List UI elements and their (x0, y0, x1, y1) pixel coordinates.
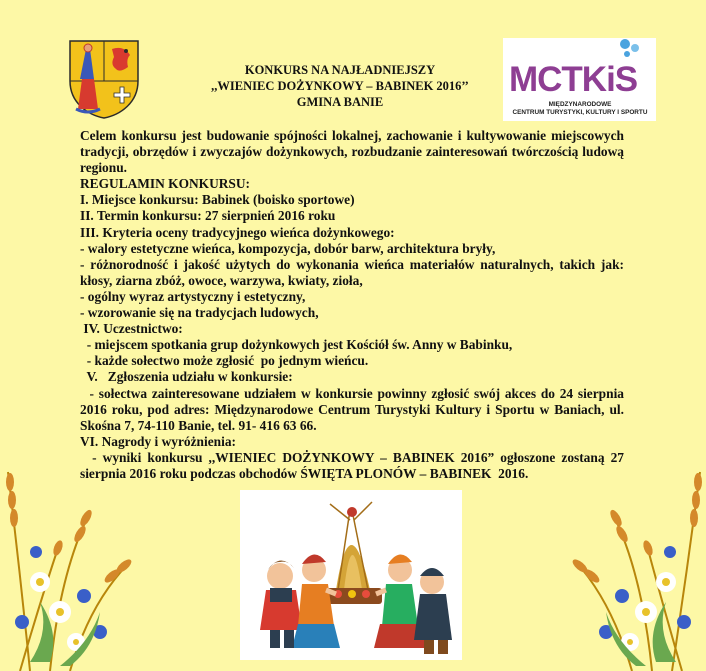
section-2-date: II. Termin konkursu: 27 sierpnień 2016 roku (80, 208, 336, 224)
section-1-location: I. Miejsce konkursu: Babinek (boisko sportowe) (80, 192, 355, 208)
section-6-prizes: VI. Nagrody i wyróżnienia: (80, 433, 236, 449)
coat-of-arms (68, 39, 140, 119)
criteria-item: - różnorodność i jakość użytych do wykonania wieńca materiałów naturalnych, takich jak: kłosy, ziarna zbóż, owoce, warzywa, kwiaty, zioła, (80, 256, 624, 288)
logo-line1: MIĘDZYNARODOWE (548, 101, 612, 108)
section-3-criteria: III. Kryteria oceny tradycyjnego wieńca dożynkowego: (80, 224, 395, 240)
contest-header (180, 62, 500, 110)
criteria-item: - ogólny wyraz artystyczny i estetyczny, (80, 288, 306, 304)
logo-wordmark: MCTKiS (509, 60, 638, 99)
logo-subtitle (507, 101, 653, 117)
header-subtitle: ,,WIENIEC DOŻYNKOWY – BABINEK 2016’’ (211, 79, 469, 93)
regulations-heading: REGULAMIN KONKURSU: (80, 176, 250, 192)
intro-paragraph: Celem konkursu jest budowanie spójności lokalnej, zachowanie i kultywowanie miejscowych tradycji, obrzędów i zwyczajów dożynkowych, rozbudzanie zainteresowań twórczością ludową regionu. (80, 128, 624, 176)
wheat-flowers-right-decoration (562, 452, 706, 671)
section-5-applications: V. Zgłoszenia udziału w konkursie: (80, 369, 293, 385)
mctkis-logo (503, 38, 656, 121)
section-4-participation: IV. Uczestnictwo: (80, 321, 183, 337)
regulations-text (80, 128, 628, 482)
prizes-item: - wyniki konkursu ,,WIENIEC DOŻYNKOWY – BABINEK 2016” ogłoszone zostaną 27 sierpnia 2016 roku podczas obchodów ŚWIĘTA PLONÓW – BABINEK 2016. (80, 449, 628, 481)
header-commune: GMINA BANIE (296, 95, 384, 109)
participation-item: - każde sołectwo może zgłosić po jednym wieńcu. (80, 353, 369, 369)
wheat-flowers-left-decoration (0, 452, 150, 671)
header-title: KONKURS NA NAJŁADNIEJSZY (244, 63, 436, 77)
criteria-item: - walory estetyczne wieńca, kompozycja, dobór barw, architektura bryły, (80, 240, 496, 256)
logo-line2: CENTRUM TURYSTYKI, KULTURY I SPORTU (512, 109, 648, 116)
harvest-wreath-illustration (240, 490, 462, 660)
participation-item: - miejscem spotkania grup dożynkowych jest Kościół św. Anny w Babinku, (80, 337, 513, 353)
applications-item: - sołectwa zainteresowane udziałem w konkursie powinny zgłosić swój akces do 24 sierpnia 2016 roku, pod adres: Międzynarodowe Centrum Turystyki Kultury i Sportu w Baniach, ul. Skośna 7, 74-110 Banie, tel. 91- 416 63 66. (80, 385, 628, 433)
criteria-item: - wzorowanie się na tradycjach ludowych, (80, 305, 319, 321)
